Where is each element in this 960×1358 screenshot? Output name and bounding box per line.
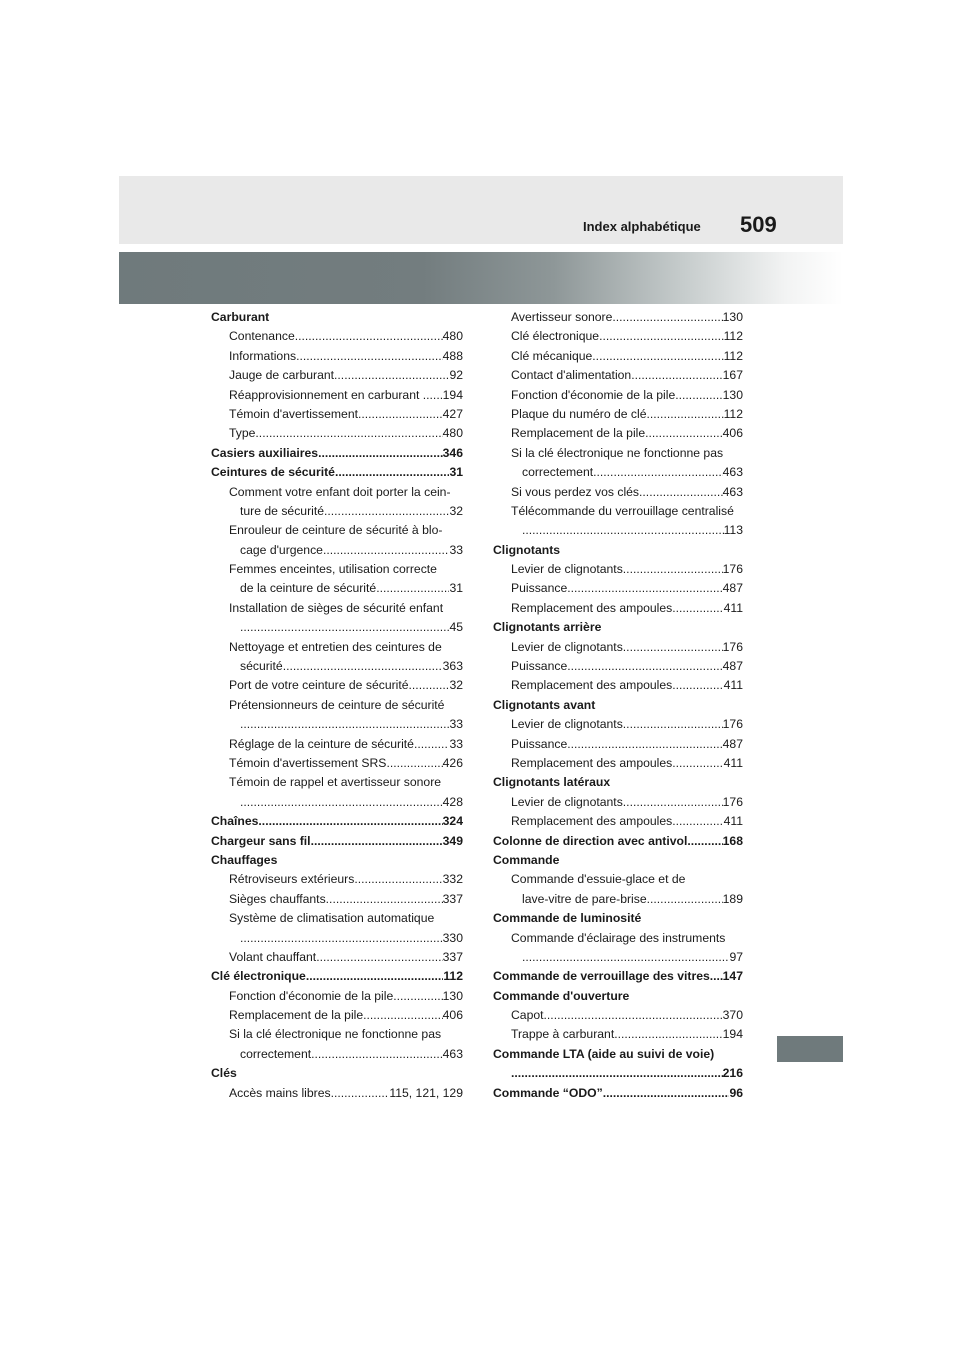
index-entry-label: Remplacement des ampoules bbox=[511, 600, 673, 615]
index-entry-label: Avertisseur sonore bbox=[511, 310, 613, 324]
dot-leader bbox=[331, 1084, 390, 1103]
index-page-ref: 332 bbox=[442, 872, 463, 887]
index-entry bbox=[211, 1084, 463, 1103]
index-page-ref: 216 bbox=[722, 1066, 743, 1081]
dot-leader bbox=[306, 967, 444, 986]
index-entry bbox=[211, 890, 463, 909]
dot-leader bbox=[522, 948, 729, 967]
index-entry bbox=[493, 463, 743, 482]
index-entry bbox=[493, 735, 743, 754]
index-entry-label: sécurité bbox=[240, 659, 283, 674]
index-entry: Commande d'essuie-glace et de bbox=[511, 872, 686, 887]
dot-leader bbox=[318, 444, 443, 463]
dot-leader bbox=[623, 638, 723, 657]
index-page-ref: 130 bbox=[722, 387, 743, 402]
index-entry-label: Chargeur sans fil bbox=[211, 833, 311, 848]
index-column-right bbox=[493, 308, 743, 1103]
index-entry bbox=[493, 812, 743, 831]
index-entry bbox=[211, 929, 463, 948]
index-entry-label: Type bbox=[229, 426, 256, 441]
index-page-ref: 426 bbox=[442, 755, 463, 770]
index-entry bbox=[211, 386, 463, 405]
index-page-ref: 411 bbox=[723, 814, 743, 829]
index-heading bbox=[211, 812, 463, 831]
index-page-ref: 92 bbox=[449, 368, 463, 383]
index-page-ref: 31 bbox=[449, 581, 463, 596]
index-heading: Clignotants bbox=[493, 542, 561, 557]
dot-leader bbox=[645, 424, 723, 443]
index-entry-label: Commande “ODO” bbox=[493, 1085, 603, 1100]
index-entry-label: Levier de clignotants bbox=[511, 717, 623, 732]
index-entry: Si la clé électronique ne fonctionne pas bbox=[229, 1027, 442, 1042]
index-heading: Clés bbox=[211, 1066, 237, 1081]
index-entry-label: Levier de clignotants bbox=[511, 639, 623, 654]
index-entry-label: Témoin d'avertissement bbox=[229, 406, 358, 421]
index-entry bbox=[211, 987, 463, 1006]
dot-leader bbox=[296, 347, 443, 366]
page-number: 509 bbox=[740, 212, 777, 237]
index-entry bbox=[211, 541, 463, 560]
dot-leader bbox=[324, 502, 449, 521]
index-page-ref: 487 bbox=[722, 581, 743, 596]
index-entry bbox=[493, 327, 743, 346]
index-page-ref: 112 bbox=[723, 406, 743, 421]
dot-leader bbox=[592, 347, 723, 366]
dot-leader bbox=[334, 366, 449, 385]
index-entry-label: Plaque du numéro de clé bbox=[511, 406, 647, 421]
index-entry bbox=[493, 386, 743, 405]
index-entry-label: Informations bbox=[229, 348, 297, 363]
dot-leader bbox=[639, 483, 723, 502]
dot-leader bbox=[240, 793, 443, 812]
index-entry-label: Levier de clignotants bbox=[511, 794, 623, 809]
dot-leader bbox=[326, 890, 443, 909]
section-gradient-bar bbox=[119, 252, 843, 304]
index-page-ref: 112 bbox=[443, 969, 463, 984]
dot-leader bbox=[354, 870, 442, 889]
index-entry-label: lave-vitre de pare-brise bbox=[522, 891, 647, 906]
dot-leader bbox=[623, 715, 723, 734]
index-heading: Commande de luminosité bbox=[493, 911, 642, 926]
index-page-ref: 324 bbox=[442, 814, 463, 829]
index-page-ref: 147 bbox=[722, 969, 743, 984]
index-entry: Témoin de rappel et avertisseur sonore bbox=[229, 775, 442, 790]
page-header-title: Index alphabétique bbox=[583, 219, 701, 234]
index-entry bbox=[211, 327, 463, 346]
index-heading: Commande d'ouverture bbox=[493, 988, 630, 1003]
index-entry-label: cage d'urgence bbox=[240, 542, 323, 557]
index-entry-label: Rétroviseurs extérieurs bbox=[229, 872, 355, 887]
dot-leader bbox=[647, 890, 723, 909]
dot-leader bbox=[544, 1006, 723, 1025]
index-entry-label: Casiers auxiliaires bbox=[211, 445, 319, 460]
index-entry-label: Fonction d'économie de la pile bbox=[229, 988, 394, 1003]
index-entry-label: Contenance bbox=[229, 329, 295, 344]
index-entry-label: Clé électronique bbox=[511, 329, 600, 344]
index-page-ref: 488 bbox=[442, 348, 463, 363]
index-entry bbox=[493, 676, 743, 695]
index-entry-label: Clé électronique bbox=[211, 969, 306, 984]
index-heading: Chauffages bbox=[211, 852, 278, 867]
index-entry bbox=[493, 599, 743, 618]
dot-leader bbox=[323, 541, 449, 560]
index-page-ref: 406 bbox=[722, 426, 743, 441]
index-entry-label: ture de sécurité bbox=[240, 503, 325, 518]
index-entry: Si la clé électronique ne fonctionne pas bbox=[511, 445, 724, 460]
index-entry bbox=[493, 579, 743, 598]
index-page-ref: 31 bbox=[449, 465, 463, 480]
index-entry bbox=[211, 366, 463, 385]
index-entry-label: Témoin d'avertissement SRS bbox=[229, 755, 387, 770]
index-entry: Télécommande du verrouillage centralisé bbox=[511, 503, 734, 518]
index-entry bbox=[493, 948, 743, 967]
header-band bbox=[119, 176, 843, 244]
index-entry bbox=[493, 347, 743, 366]
index-page-ref: 411 bbox=[723, 755, 743, 770]
index-entry bbox=[211, 715, 463, 734]
index-entry bbox=[493, 1064, 743, 1083]
dot-leader bbox=[335, 463, 449, 482]
index-entry: Système de climatisation automatique bbox=[229, 911, 435, 926]
index-page-ref: 463 bbox=[442, 1046, 463, 1061]
index-entry bbox=[493, 521, 743, 540]
index-entry bbox=[211, 657, 463, 676]
index-entry-label: Remplacement des ampoules bbox=[511, 755, 673, 770]
index-page-ref: 115, 121, 129 bbox=[389, 1085, 463, 1100]
index-entry-label: Accès mains libres bbox=[229, 1085, 331, 1100]
index-entry bbox=[211, 870, 463, 889]
index-entry bbox=[493, 560, 743, 579]
index-entry-label: Remplacement des ampoules bbox=[511, 678, 673, 693]
index-page-ref: 33 bbox=[449, 736, 463, 751]
index-page-ref: 349 bbox=[442, 833, 463, 848]
dot-leader bbox=[409, 676, 450, 695]
index-entry bbox=[493, 483, 743, 502]
index-page-ref: 427 bbox=[442, 406, 463, 421]
index-page-ref: 130 bbox=[722, 310, 743, 324]
index-page-ref: 463 bbox=[722, 484, 743, 499]
index-entry: Prétensionneurs de ceinture de sécurité bbox=[229, 697, 445, 712]
index-entry bbox=[493, 405, 743, 424]
index-entry-label: Puissance bbox=[511, 581, 568, 596]
dot-leader bbox=[255, 424, 442, 443]
index-page-ref: 428 bbox=[442, 794, 463, 809]
index-entry-label: Jauge de carburant bbox=[229, 368, 335, 383]
index-page-ref: 463 bbox=[722, 465, 743, 480]
dot-leader bbox=[672, 676, 723, 695]
dot-leader bbox=[358, 405, 443, 424]
index-page-ref: 337 bbox=[442, 891, 463, 906]
dot-leader bbox=[672, 754, 723, 773]
index-entry: Commande d'éclairage des instruments bbox=[511, 930, 726, 945]
dot-leader bbox=[647, 405, 724, 424]
dot-leader bbox=[283, 657, 443, 676]
index-entry-label: Trappe à carburant bbox=[511, 1027, 615, 1042]
index-entry-label: Sièges chauffants bbox=[229, 891, 326, 906]
dot-leader bbox=[672, 599, 723, 618]
index-page-ref: 176 bbox=[722, 717, 743, 732]
index-entry: Femmes enceintes, utilisation correcte bbox=[229, 562, 437, 577]
index-entry bbox=[493, 793, 743, 812]
dot-leader bbox=[258, 812, 442, 831]
index-entry-label: Port de votre ceinture de sécurité bbox=[229, 678, 409, 693]
index-heading: Clignotants avant bbox=[493, 697, 596, 712]
dot-leader bbox=[311, 1045, 443, 1064]
index-entry-label: Remplacement de la pile bbox=[229, 1008, 364, 1023]
dot-leader bbox=[376, 579, 449, 598]
index-entry-label: correctement bbox=[240, 1046, 312, 1061]
section-thumb-tab bbox=[777, 1036, 843, 1062]
index-entry-label: Réapprovisionnement en carburant .. bbox=[229, 387, 430, 402]
index-page-ref: 194 bbox=[442, 387, 463, 402]
index-entry-label: Puissance bbox=[511, 659, 568, 674]
index-entry bbox=[211, 618, 463, 637]
index-entry: Comment votre enfant doit porter la cein- bbox=[229, 484, 451, 499]
index-entry bbox=[493, 366, 743, 385]
dot-leader bbox=[599, 327, 723, 346]
index-entry bbox=[211, 405, 463, 424]
dot-leader bbox=[240, 715, 449, 734]
index-page-ref: 113 bbox=[723, 523, 743, 538]
index-heading bbox=[211, 444, 463, 463]
index-page-ref: 112 bbox=[723, 329, 743, 344]
dot-leader bbox=[567, 735, 722, 754]
dot-leader bbox=[603, 1084, 730, 1103]
index-entry bbox=[211, 1006, 463, 1025]
dot-leader bbox=[687, 832, 722, 851]
index-page-ref: 167 bbox=[722, 368, 743, 383]
index-entry bbox=[493, 890, 743, 909]
index-entry-label: Levier de clignotants bbox=[511, 562, 623, 577]
dot-leader bbox=[567, 579, 722, 598]
index-entry-label: Capot bbox=[511, 1008, 544, 1023]
index-entry: Nettoyage et entretien des ceintures de bbox=[229, 639, 442, 654]
dot-leader bbox=[240, 618, 449, 637]
dot-leader bbox=[612, 308, 722, 327]
index-page-ref: 363 bbox=[442, 659, 463, 674]
index-entry-label: Fonction d'économie de la pile bbox=[511, 387, 676, 402]
index-page-ref: 480 bbox=[442, 329, 463, 344]
dot-leader bbox=[522, 521, 724, 540]
index-entry-label: Chaînes bbox=[211, 814, 259, 829]
index-entry bbox=[211, 1045, 463, 1064]
index-entry bbox=[493, 754, 743, 773]
dot-leader bbox=[363, 1006, 443, 1025]
index-page-ref: 97 bbox=[729, 949, 743, 964]
index-entry-label: Ceintures de sécurité bbox=[211, 465, 335, 480]
index-heading bbox=[493, 832, 743, 851]
index-page-ref: 33 bbox=[449, 542, 463, 557]
index-page-ref: 189 bbox=[722, 891, 743, 906]
index-entry-label: Si vous perdez vos clés bbox=[511, 484, 640, 499]
index-entry bbox=[211, 424, 463, 443]
index-page-ref: 194 bbox=[722, 1027, 743, 1042]
index-entry bbox=[211, 754, 463, 773]
index-heading bbox=[493, 1084, 743, 1103]
index-page-ref: 176 bbox=[722, 794, 743, 809]
index-entry bbox=[493, 657, 743, 676]
index-page-ref: 411 bbox=[723, 678, 743, 693]
dot-leader bbox=[631, 366, 722, 385]
index-page-ref: 337 bbox=[442, 949, 463, 964]
index-entry bbox=[493, 308, 743, 327]
index-entry bbox=[493, 424, 743, 443]
index-page-ref: 176 bbox=[722, 562, 743, 577]
dot-leader bbox=[623, 560, 723, 579]
index-page-ref: 487 bbox=[722, 736, 743, 751]
index-entry: Enrouleur de ceinture de sécurité à blo- bbox=[229, 523, 443, 538]
index-entry-label: Contact d'alimentation bbox=[511, 368, 632, 383]
index-heading bbox=[211, 967, 463, 986]
index-heading: Clignotants arrière bbox=[493, 620, 602, 635]
dot-leader bbox=[240, 929, 443, 948]
index-heading: Commande bbox=[493, 852, 560, 867]
index-page-ref: 33 bbox=[449, 717, 463, 732]
dot-leader bbox=[710, 967, 723, 986]
index-entry-label: correctement bbox=[522, 465, 594, 480]
index-page-ref: 411 bbox=[723, 600, 743, 615]
index-entry-label: Clé mécanique bbox=[511, 348, 593, 363]
index-entry bbox=[211, 793, 463, 812]
index-heading bbox=[211, 832, 463, 851]
dot-leader bbox=[295, 327, 443, 346]
dot-leader bbox=[316, 948, 442, 967]
index-entry-label: Réglage de la ceinture de sécurité bbox=[229, 736, 414, 751]
index-page-ref: 370 bbox=[722, 1008, 743, 1023]
index-entry-label: Commande de verrouillage des vitres bbox=[493, 969, 710, 984]
index-entry bbox=[211, 347, 463, 366]
index-page-ref: 480 bbox=[442, 426, 463, 441]
index-entry bbox=[211, 579, 463, 598]
index-entry bbox=[493, 1006, 743, 1025]
index-heading bbox=[211, 463, 463, 482]
index-page-ref: 32 bbox=[449, 678, 463, 693]
index-entry-label: Remplacement des ampoules bbox=[511, 814, 673, 829]
dot-leader bbox=[386, 754, 442, 773]
index-entry bbox=[493, 638, 743, 657]
index-entry-label: Remplacement de la pile bbox=[511, 426, 646, 441]
index-entry bbox=[211, 502, 463, 521]
index-entry-label: Colonne de direction avec antivol bbox=[493, 833, 688, 848]
index-page-ref: 406 bbox=[442, 1008, 463, 1023]
index-page-ref: 487 bbox=[722, 659, 743, 674]
index-entry bbox=[211, 676, 463, 695]
index-heading bbox=[493, 967, 743, 986]
dot-leader bbox=[414, 735, 449, 754]
dot-leader bbox=[672, 812, 723, 831]
index-page-ref: 330 bbox=[442, 930, 463, 945]
index-entry: Installation de sièges de sécurité enfant bbox=[229, 600, 444, 615]
index-entry bbox=[493, 715, 743, 734]
dot-leader bbox=[614, 1025, 722, 1044]
index-heading: Commande LTA (aide au suivi de voie) bbox=[493, 1046, 715, 1061]
index-heading: Carburant bbox=[211, 310, 270, 324]
index-page-ref: 32 bbox=[449, 503, 463, 518]
index-page-ref: 176 bbox=[722, 639, 743, 654]
index-page-ref: 130 bbox=[442, 988, 463, 1003]
index-page-ref: 346 bbox=[442, 445, 463, 460]
index-entry bbox=[493, 1025, 743, 1044]
dot-leader bbox=[511, 1064, 723, 1083]
index-page-ref: 168 bbox=[722, 833, 743, 848]
dot-leader bbox=[675, 386, 722, 405]
dot-leader bbox=[567, 657, 722, 676]
index-entry-label: Volant chauffant bbox=[229, 949, 317, 964]
index-entry bbox=[211, 735, 463, 754]
index-page-ref: 112 bbox=[723, 348, 743, 363]
index-entry bbox=[211, 948, 463, 967]
index-heading: Clignotants latéraux bbox=[493, 775, 611, 790]
index-page-ref: 45 bbox=[449, 620, 463, 635]
dot-leader bbox=[430, 386, 443, 405]
dot-leader bbox=[393, 987, 442, 1006]
index-entry-label: Puissance bbox=[511, 736, 568, 751]
index-entry-label: de la ceinture de sécurité bbox=[240, 581, 377, 596]
index-page-ref: 96 bbox=[729, 1085, 743, 1100]
dot-leader bbox=[593, 463, 723, 482]
index-column-left bbox=[211, 308, 463, 1103]
dot-leader bbox=[623, 793, 723, 812]
dot-leader bbox=[311, 832, 443, 851]
